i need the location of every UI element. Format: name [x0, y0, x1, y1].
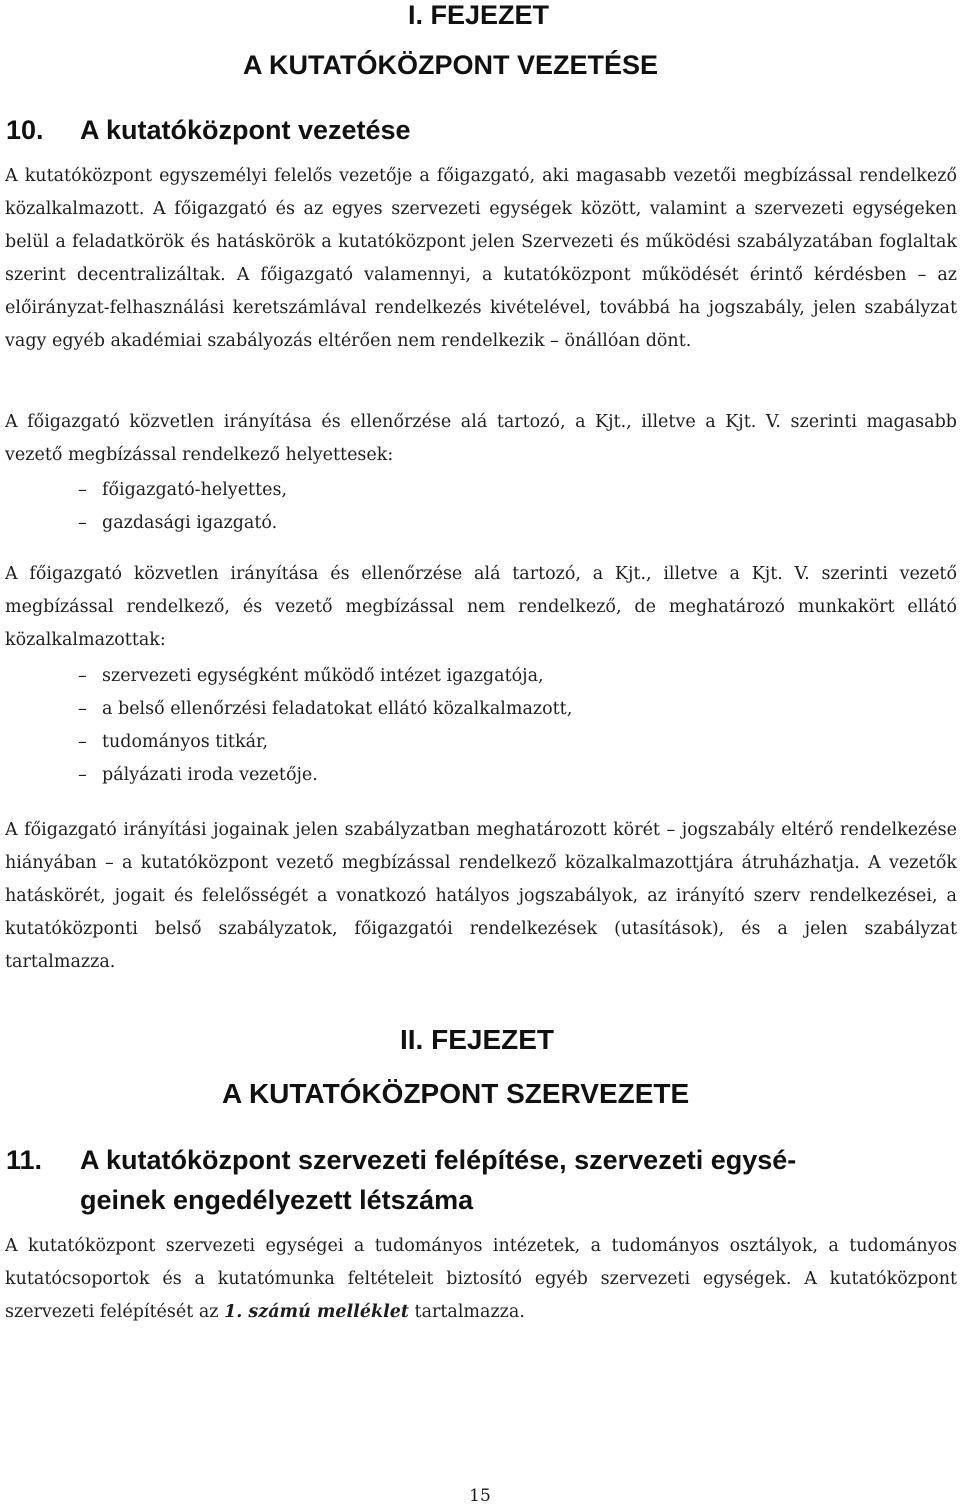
section-11-number: 11. [6, 1145, 43, 1175]
annex-reference: 1. számú melléklet [224, 1302, 409, 1322]
page-number: 15 [469, 1486, 491, 1506]
list-item: – szervezeti egységként működő intézet igazgatója, [78, 660, 572, 693]
section-10-title: A kutatóközpont vezetése [80, 115, 411, 145]
dash-bullet: – [78, 765, 87, 785]
list-item: – gazdasági igazgató. [78, 507, 287, 540]
dash-bullet: – [78, 699, 87, 719]
list-item: – főigazgató-helyettes, [78, 474, 287, 507]
chapter-2-title: A KUTATÓKÖZPONT SZERVEZETE [222, 1078, 690, 1109]
list-item: – pályázati iroda vezetője. [78, 759, 572, 792]
section-10-paragraph-2: A főigazgató közvetlen irányítása és ellenőrzése alá tartozó, a Kjt., illetve a Kjt. V. szerinti magasabb vezető megbízással rendelkező helyettesek: [5, 412, 957, 465]
list-item: – tudományos titkár, [78, 726, 572, 759]
section-10-paragraph-4: A főigazgató irányítási jogainak jelen szabályzatban meghatározott körét – jogszabály eltérő rendelkezése hiányában – a kutatóközpont vezető megbízással rendelkező közalkalmazottjára átruházhatja. A vezetők hatáskörét, jogait és felelősségét a vonatkozó hatályos jogszabályok, az irányító szerv rendelkezései, a kutatóközponti belső szabályzatok, főigazgatói rendelkezések (utasítások), és a jelen szabályzat tartalmazza. [5, 820, 957, 972]
section-11-heading [6, 1140, 796, 1220]
dash-bullet: – [78, 480, 87, 500]
dash-bullet: – [78, 666, 87, 686]
dash-bullet: – [78, 732, 87, 752]
section-10-paragraph-1: A kutatóközpont egyszemélyi felelős vezetője a főigazgató, aki magasabb vezetői megbízással rendelkező közalkalmazott. A főigazgató és az egyes szervezeti egységek között, valamint a szervezeti egységeken belül a feladatkörök és hatáskörök a kutatóközpont jelen Szervezeti és működési szabályzatában foglaltak szerint decentralizáltak. A főigazgató valamennyi, a kutatóközpont működését érintő kérdésben – az előirányzat-felhasználási keretszámlával rendelkezés kivételével, továbbá ha jogszabály, jelen szabályzat vagy egyéb akadémiai szabályozás eltérően nem rendelkezik – önállóan dönt. [5, 166, 957, 351]
chapter-1-title: A KUTATÓKÖZPONT VEZETÉSE [243, 50, 659, 80]
chapter-2-label: II. FEJEZET [400, 1024, 555, 1055]
section-11-title-line-1: A kutatóközpont szervezeti felépítése, szervezeti egysé- [80, 1145, 797, 1175]
section-10-heading [6, 112, 411, 148]
section-10-paragraph-3: A főigazgató közvetlen irányítása és ellenőrzése alá tartozó, a Kjt., illetve a Kjt. V. szerinti vezető megbízással rendelkező, és vezető megbízással nem rendelkező, de meghatározó munkakört ellátó közalkalmazottak: [5, 564, 957, 650]
officials-list [78, 660, 572, 792]
section-11-paragraph: A kutatóközpont szervezeti egységei a tudományos intézetek, a tudományos osztályok, a tudományos kutatócsoportok és a kutatómunka feltételeit biztosító egyéb szervezeti egységek. A kutatóközpont szervezeti felépítését az 1. számú melléklet tartalmazza. [5, 1236, 957, 1322]
list-item: – a belső ellenőrzési feladatokat ellátó közalkalmazott, [78, 693, 572, 726]
chapter-1-label: I. FEJEZET [408, 0, 550, 30]
section-10-number: 10. [6, 115, 44, 145]
dash-bullet: – [78, 513, 87, 533]
deputies-list [78, 474, 287, 540]
section-11-title-line-2: geinek engedélyezett létszáma [80, 1185, 474, 1215]
